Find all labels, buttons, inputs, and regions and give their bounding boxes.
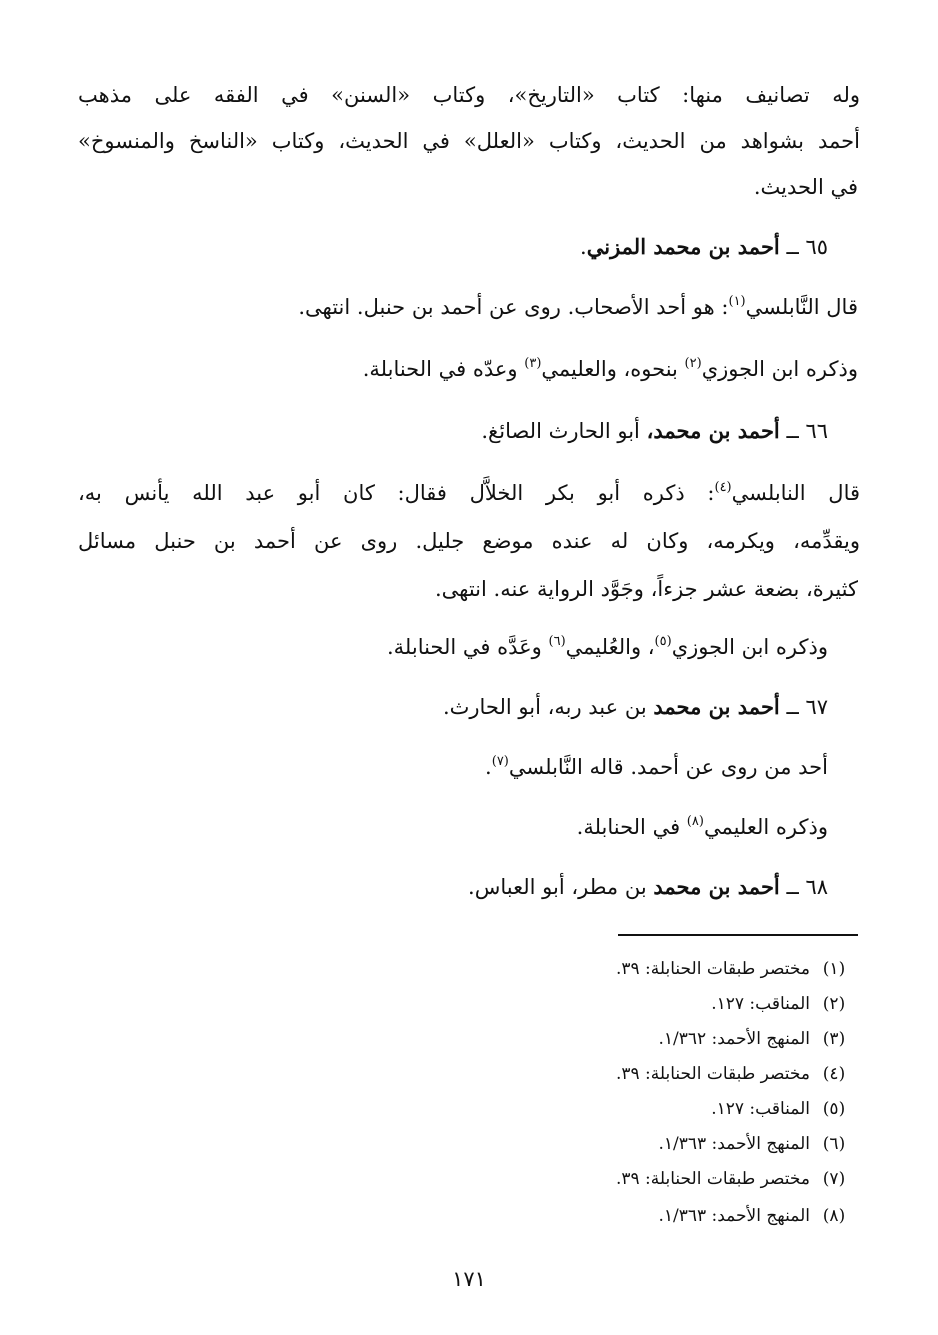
text-span: وذكره ابن الجوزي <box>671 635 828 659</box>
entry-number: ٦٦ ــ <box>786 419 828 443</box>
footnote <box>658 1203 858 1229</box>
text-span: قال النَّابلسي <box>745 295 858 319</box>
page-number: ١٧١ <box>452 1267 486 1291</box>
text-line <box>485 752 828 782</box>
text-span: أحد من روى عن أحمد. قاله النَّابلسي <box>508 755 828 779</box>
text-line: في الحديث. <box>753 175 858 199</box>
footnote-text: المنهج الأحمد: ١/٣٦٣. <box>658 1206 810 1226</box>
footnote-ref: (١) <box>728 294 746 309</box>
footnote <box>711 1096 858 1122</box>
text-span: : هو أحد الأصحاب. روى عن أحمد بن حنبل. انتهى. <box>298 295 729 319</box>
footnote-number: (٤) <box>822 1064 846 1084</box>
entry-heading-66 <box>481 416 828 446</box>
text-span: وذكره ابن الجوزي <box>701 357 858 381</box>
footnote-number: (٢) <box>822 994 846 1014</box>
entry-rest: . <box>580 235 587 259</box>
footnote-ref: (٧) <box>491 754 509 769</box>
footnote-text: مختصر طبقات الحنابلة: ٣٩. <box>615 1169 810 1189</box>
text-line <box>363 354 858 384</box>
footnote <box>658 1026 858 1052</box>
entry-heading-68 <box>468 872 828 902</box>
text-span: ، والعُليمي <box>565 635 655 659</box>
entry-number: ٦٨ ــ <box>786 875 828 899</box>
entry-name: أحمد بن محمد، <box>646 418 780 443</box>
entry-rest: أبو الحارث الصائغ. <box>481 419 647 443</box>
footnote <box>616 1061 858 1087</box>
footnote-ref: (٦) <box>548 634 566 649</box>
footnote-ref: (٤) <box>714 480 732 495</box>
footnote-number: (٧) <box>822 1169 846 1189</box>
text-span: قال النابلسي <box>731 481 861 505</box>
footnote-number: (٦) <box>822 1134 846 1154</box>
footnote-number: (٥) <box>822 1099 846 1119</box>
entry-heading-65 <box>580 232 828 262</box>
footnote-text: المنهج الأحمد: ١/٣٦٣. <box>658 1134 810 1154</box>
text-line: أحمد بشواهد من الحديث، وكتاب «العلل» في الحديث، وكتاب «الناسخ والمنسوخ» <box>78 129 860 153</box>
footnote-text: مختصر طبقات الحنابلة: ٣٩. <box>615 1064 810 1084</box>
footnote-ref: (٥) <box>654 634 672 649</box>
entry-number: ٦٥ ــ <box>786 235 828 259</box>
footnote-text: المناقب: ١٢٧. <box>711 1099 810 1119</box>
entry-heading-67 <box>443 692 828 722</box>
footnote <box>711 991 858 1017</box>
footnote <box>616 1166 858 1192</box>
entry-number: ٦٧ ــ <box>786 695 828 719</box>
text-span: وعدّه في الحنابلة. <box>362 357 525 381</box>
entry-name: أحمد بن محمد <box>653 694 780 719</box>
footnote <box>616 956 858 982</box>
entry-rest: بن عبد ربه، أبو الحارث. <box>442 695 654 719</box>
footnote-number: (٨) <box>822 1206 846 1226</box>
text-line <box>577 812 828 842</box>
footnote-text: المنهج الأحمد: ١/٣٦٢. <box>658 1029 810 1049</box>
text-line: وله تصانيف منها: كتاب «التاريخ»، وكتاب «السنن» في الفقه على مذهب <box>78 83 860 107</box>
footnote-ref: (٣) <box>524 356 542 371</box>
text-line: ويقدِّمه، ويكرمه، وكان له عنده موضع جليل. روى عن أحمد بن حنبل مسائل <box>78 529 860 553</box>
text-span: . <box>485 755 492 779</box>
footnote-text: المناقب: ١٢٧. <box>711 994 810 1014</box>
text-line <box>387 632 828 662</box>
text-span: وعَدَّه في الحنابلة. <box>386 635 549 659</box>
text-span: وذكره العليمي <box>703 815 828 839</box>
text-line: كثيرة، بضعة عشر جزءاً، وجَوَّد الرواية عنه. انتهى. <box>434 577 858 601</box>
text-span: في الحنابلة. <box>576 815 687 839</box>
footnote-text: مختصر طبقات الحنابلة: ٣٩. <box>615 959 810 979</box>
footnote-separator <box>618 934 858 936</box>
text-span: بنحوه، والعليمي <box>541 357 685 381</box>
text-line <box>78 478 860 508</box>
footnote-ref: (٢) <box>684 356 702 371</box>
footnote-number: (٣) <box>822 1029 846 1049</box>
footnote <box>658 1131 858 1157</box>
footnote-ref: (٨) <box>686 814 704 829</box>
entry-rest: بن مطر، أبو العباس. <box>468 875 654 899</box>
footnote-number: (١) <box>822 959 846 979</box>
entry-name: أحمد بن محمد المزني <box>586 234 780 259</box>
text-span: : ذكره أبو بكر الخلاَّل فقال: كان أبو عبد الله يأنس به، <box>78 481 715 505</box>
text-line <box>298 292 858 322</box>
entry-name: أحمد بن محمد <box>653 874 780 899</box>
